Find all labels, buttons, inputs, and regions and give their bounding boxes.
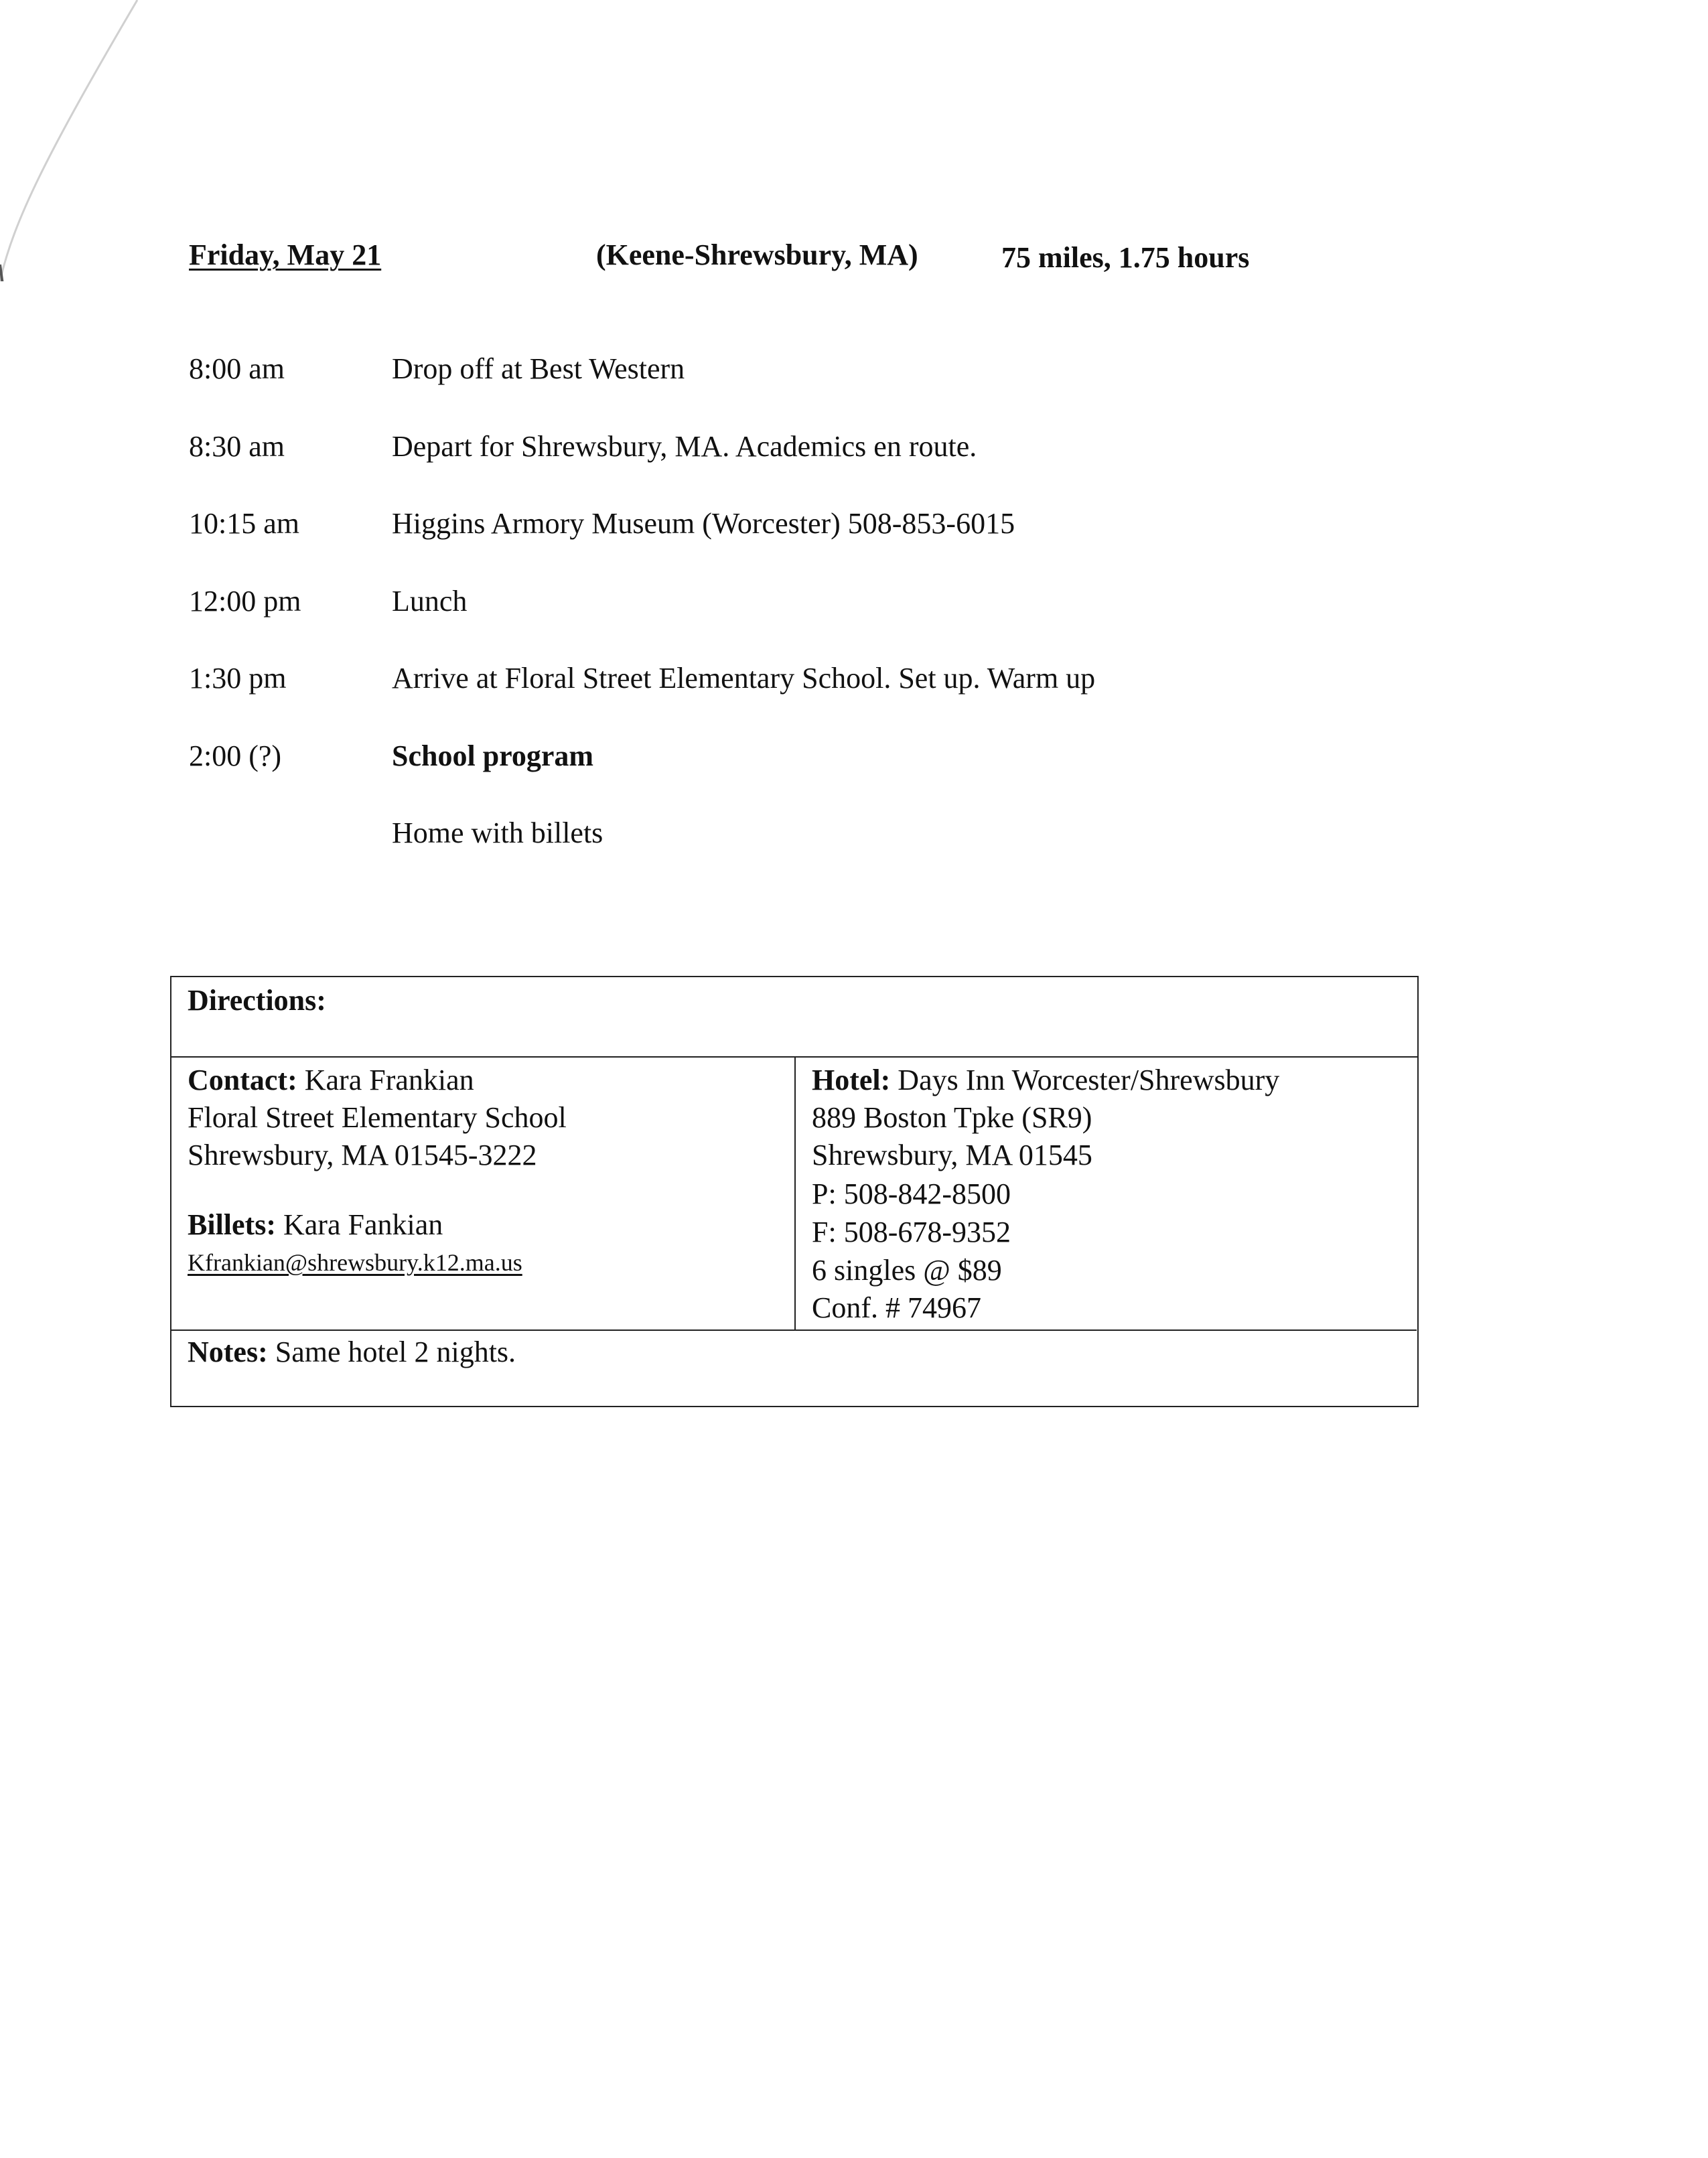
hotel-name: Days Inn Worcester/Shrewsbury — [898, 1064, 1280, 1096]
billets-line — [188, 1208, 443, 1242]
notes-label: Notes: — [188, 1336, 268, 1368]
notes-text: Same hotel 2 nights. — [275, 1336, 516, 1368]
schedule-event: Higgins Armory Museum (Worcester) 508-853-6015 — [392, 507, 1015, 540]
schedule-time: 8:00 am — [189, 352, 285, 385]
schedule-row — [189, 352, 1395, 429]
schedule-time: 10:15 am — [189, 507, 299, 540]
schedule-time: 1:30 pm — [189, 662, 287, 695]
hotel-city: Shrewsbury, MA 01545 — [812, 1139, 1092, 1171]
billets-name: Kara Fankian — [283, 1208, 443, 1241]
contact-name: Kara Frankian — [304, 1064, 474, 1096]
schedule-time: 12:00 pm — [189, 584, 301, 618]
schedule-event: Arrive at Floral Street Elementary School. Set up. Warm up — [392, 662, 1096, 695]
schedule-event: Depart for Shrewsbury, MA. Academics en route. — [392, 429, 977, 463]
hotel-conf: Conf. # 74967 — [812, 1291, 981, 1324]
header-date: Friday, May 21 — [189, 238, 382, 271]
info-table — [170, 976, 1419, 1407]
hotel-label: Hotel: — [812, 1064, 891, 1096]
notes-line — [188, 1335, 516, 1369]
schedule-list — [189, 352, 1395, 893]
notes-cell — [171, 1331, 1417, 1406]
hotel-fax: F: 508-678-9352 — [812, 1216, 1011, 1248]
directions-cell — [171, 977, 1417, 1058]
billets-email-link[interactable]: Kfrankian@shrewsbury.k12.ma.us — [188, 1249, 522, 1276]
schedule-header — [189, 238, 1502, 278]
hotel-address: 889 Boston Tpke (SR9) — [812, 1101, 1092, 1134]
contact-city: Shrewsbury, MA 01545-3222 — [188, 1139, 537, 1171]
schedule-time: 8:30 am — [189, 429, 285, 463]
contact-line — [188, 1063, 474, 1097]
hotel-rooms: 6 singles @ $89 — [812, 1254, 1002, 1287]
contact-org: Floral Street Elementary School — [188, 1101, 567, 1134]
schedule-row — [189, 661, 1395, 739]
schedule-row — [189, 584, 1395, 662]
hotel-cell — [796, 1058, 1417, 1331]
page-fold-corner — [0, 0, 174, 281]
schedule-event: School program — [392, 739, 594, 772]
schedule-row — [189, 506, 1395, 584]
contact-cell — [171, 1058, 796, 1331]
schedule-event: Lunch — [392, 584, 468, 618]
schedule-row — [189, 429, 1395, 507]
contact-label: Contact: — [188, 1064, 297, 1096]
header-route: (Keene-Shrewsbury, MA) — [596, 238, 918, 271]
header-distance: 75 miles, 1.75 hours — [1001, 241, 1250, 274]
directions-label: Directions: — [188, 984, 326, 1017]
schedule-time: 2:00 (?) — [189, 739, 282, 772]
hotel-line — [812, 1063, 1279, 1097]
schedule-event: Drop off at Best Western — [392, 352, 685, 385]
schedule-row — [189, 816, 1395, 893]
billets-label: Billets: — [188, 1208, 276, 1241]
schedule-row — [189, 739, 1395, 816]
hotel-phone: P: 508-842-8500 — [812, 1177, 1011, 1210]
schedule-event: Home with billets — [392, 816, 603, 849]
